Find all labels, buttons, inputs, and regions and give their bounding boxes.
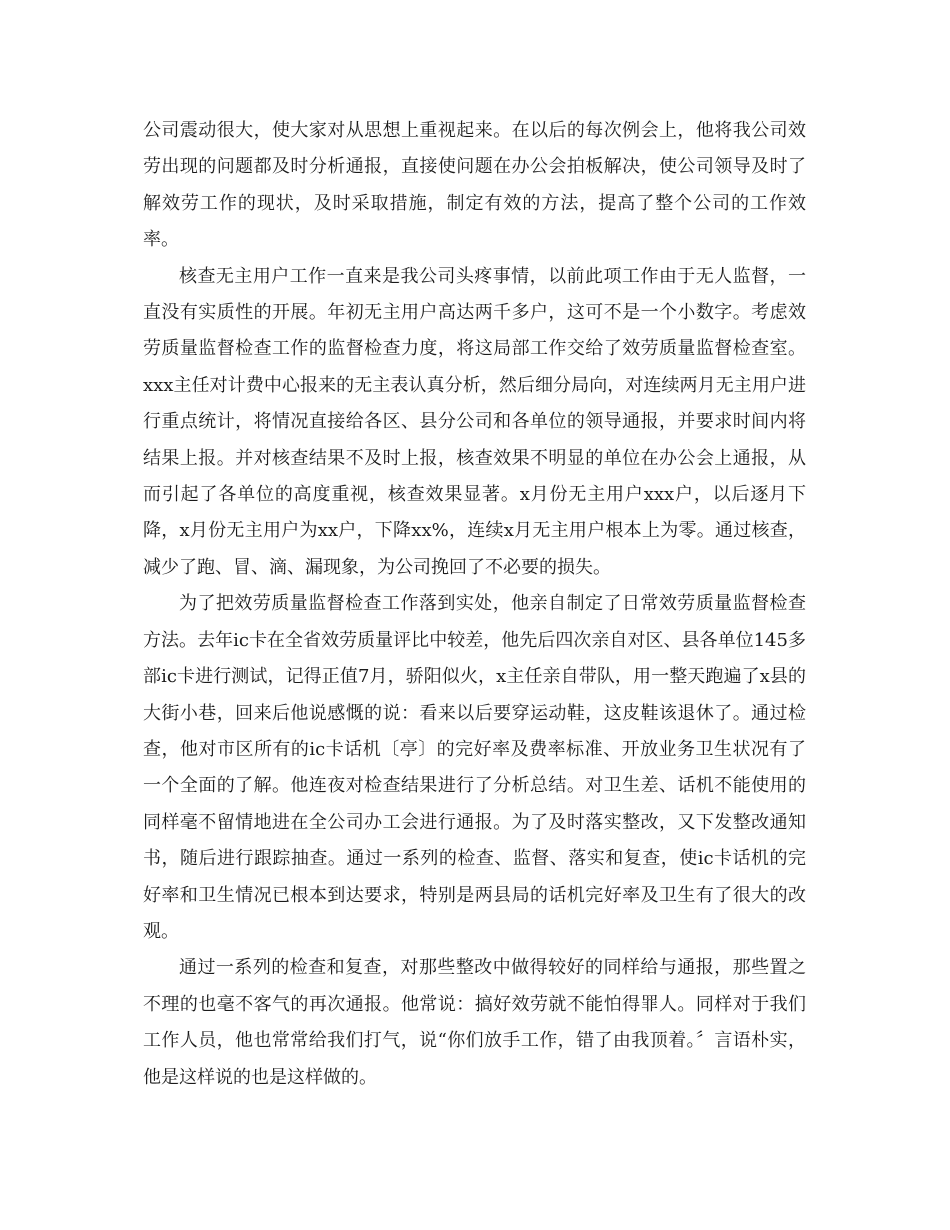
paragraph-2: 核查无主用户工作一直来是我公司头疼事情，以前此项工作由于无人监督，一直没有实质性的开展。年初无主用户高达两千多户，这可不是一个小数字。考虑效劳质量监督检查工作的监督检查力度，将这局部工作交给了效劳质量监督检查室。xxx主任对计费中心报来的无主表认真分析，然后细分局向，对连续两月无主用户进行重点统计，将情况直接给各区、县分公司和各单位的领导通报，并要求时间内将结果上报。并对核查结果不及时上报，核查效果不明显的单位在办公会上通报，从而引起了各单位的高度重视，核查效果显著。x月份无主用户xxx户，以后逐月下降，x月份无主用户为xx户，下降xx%，连续x月无主用户根本上为零。通过核查，减少了跑、冒、滴、漏现象，为公司挽回了不必要的损失。 [143, 265, 806, 578]
paragraph-1: 公司震动很大，使大家对从思想上重视起来。在以后的每次例会上，他将我公司效劳出现的问题都及时分析通报，直接使问题在办公会拍板解决，使公司领导及时了解效劳工作的现状，及时采取措施，制定有效的方法，提高了整个公司的工作效率。 [143, 120, 806, 251]
paragraph-4: 通过一系列的检查和复查，对那些整改中做得较好的同样给与通报，那些置之不理的也毫不客气的再次通报。他常说：搞好效劳就不能怕得罪人。同样对于我们工作人员，他也常常给我们打气，说“你们放手工作，错了由我顶着。〞言语朴实，他是这样说的也是这样做的。 [143, 957, 806, 1088]
paragraph-3: 为了把效劳质量监督检查工作落到实处，他亲自制定了日常效劳质量监督检查方法。去年ic卡在全省效劳质量评比中较差，他先后四次亲自对区、县各单位145多部ic卡进行测试，记得正值7月，骄阳似火，x主任亲自带队，用一整天跑遍了x县的大街小巷，回来后他说感慨的说：看来以后要穿运动鞋，这皮鞋该退休了。通过检查，他对市区所有的ic卡话机〔亭〕的完好率及费率标准、开放业务卫生状况有了一个全面的了解。他连夜对检查结果进行了分析总结。对卫生差、话机不能使用的同样毫不留情地进在全公司办工会进行通报。为了及时落实整改，又下发整改通知书，随后进行跟踪抽查。通过一系列的检查、监督、落实和复查，使ic卡话机的完好率和卫生情况已根本到达要求，特别是两县局的话机完好率及卫生有了很大的改观。 [143, 593, 806, 942]
document-body [143, 113, 806, 1096]
